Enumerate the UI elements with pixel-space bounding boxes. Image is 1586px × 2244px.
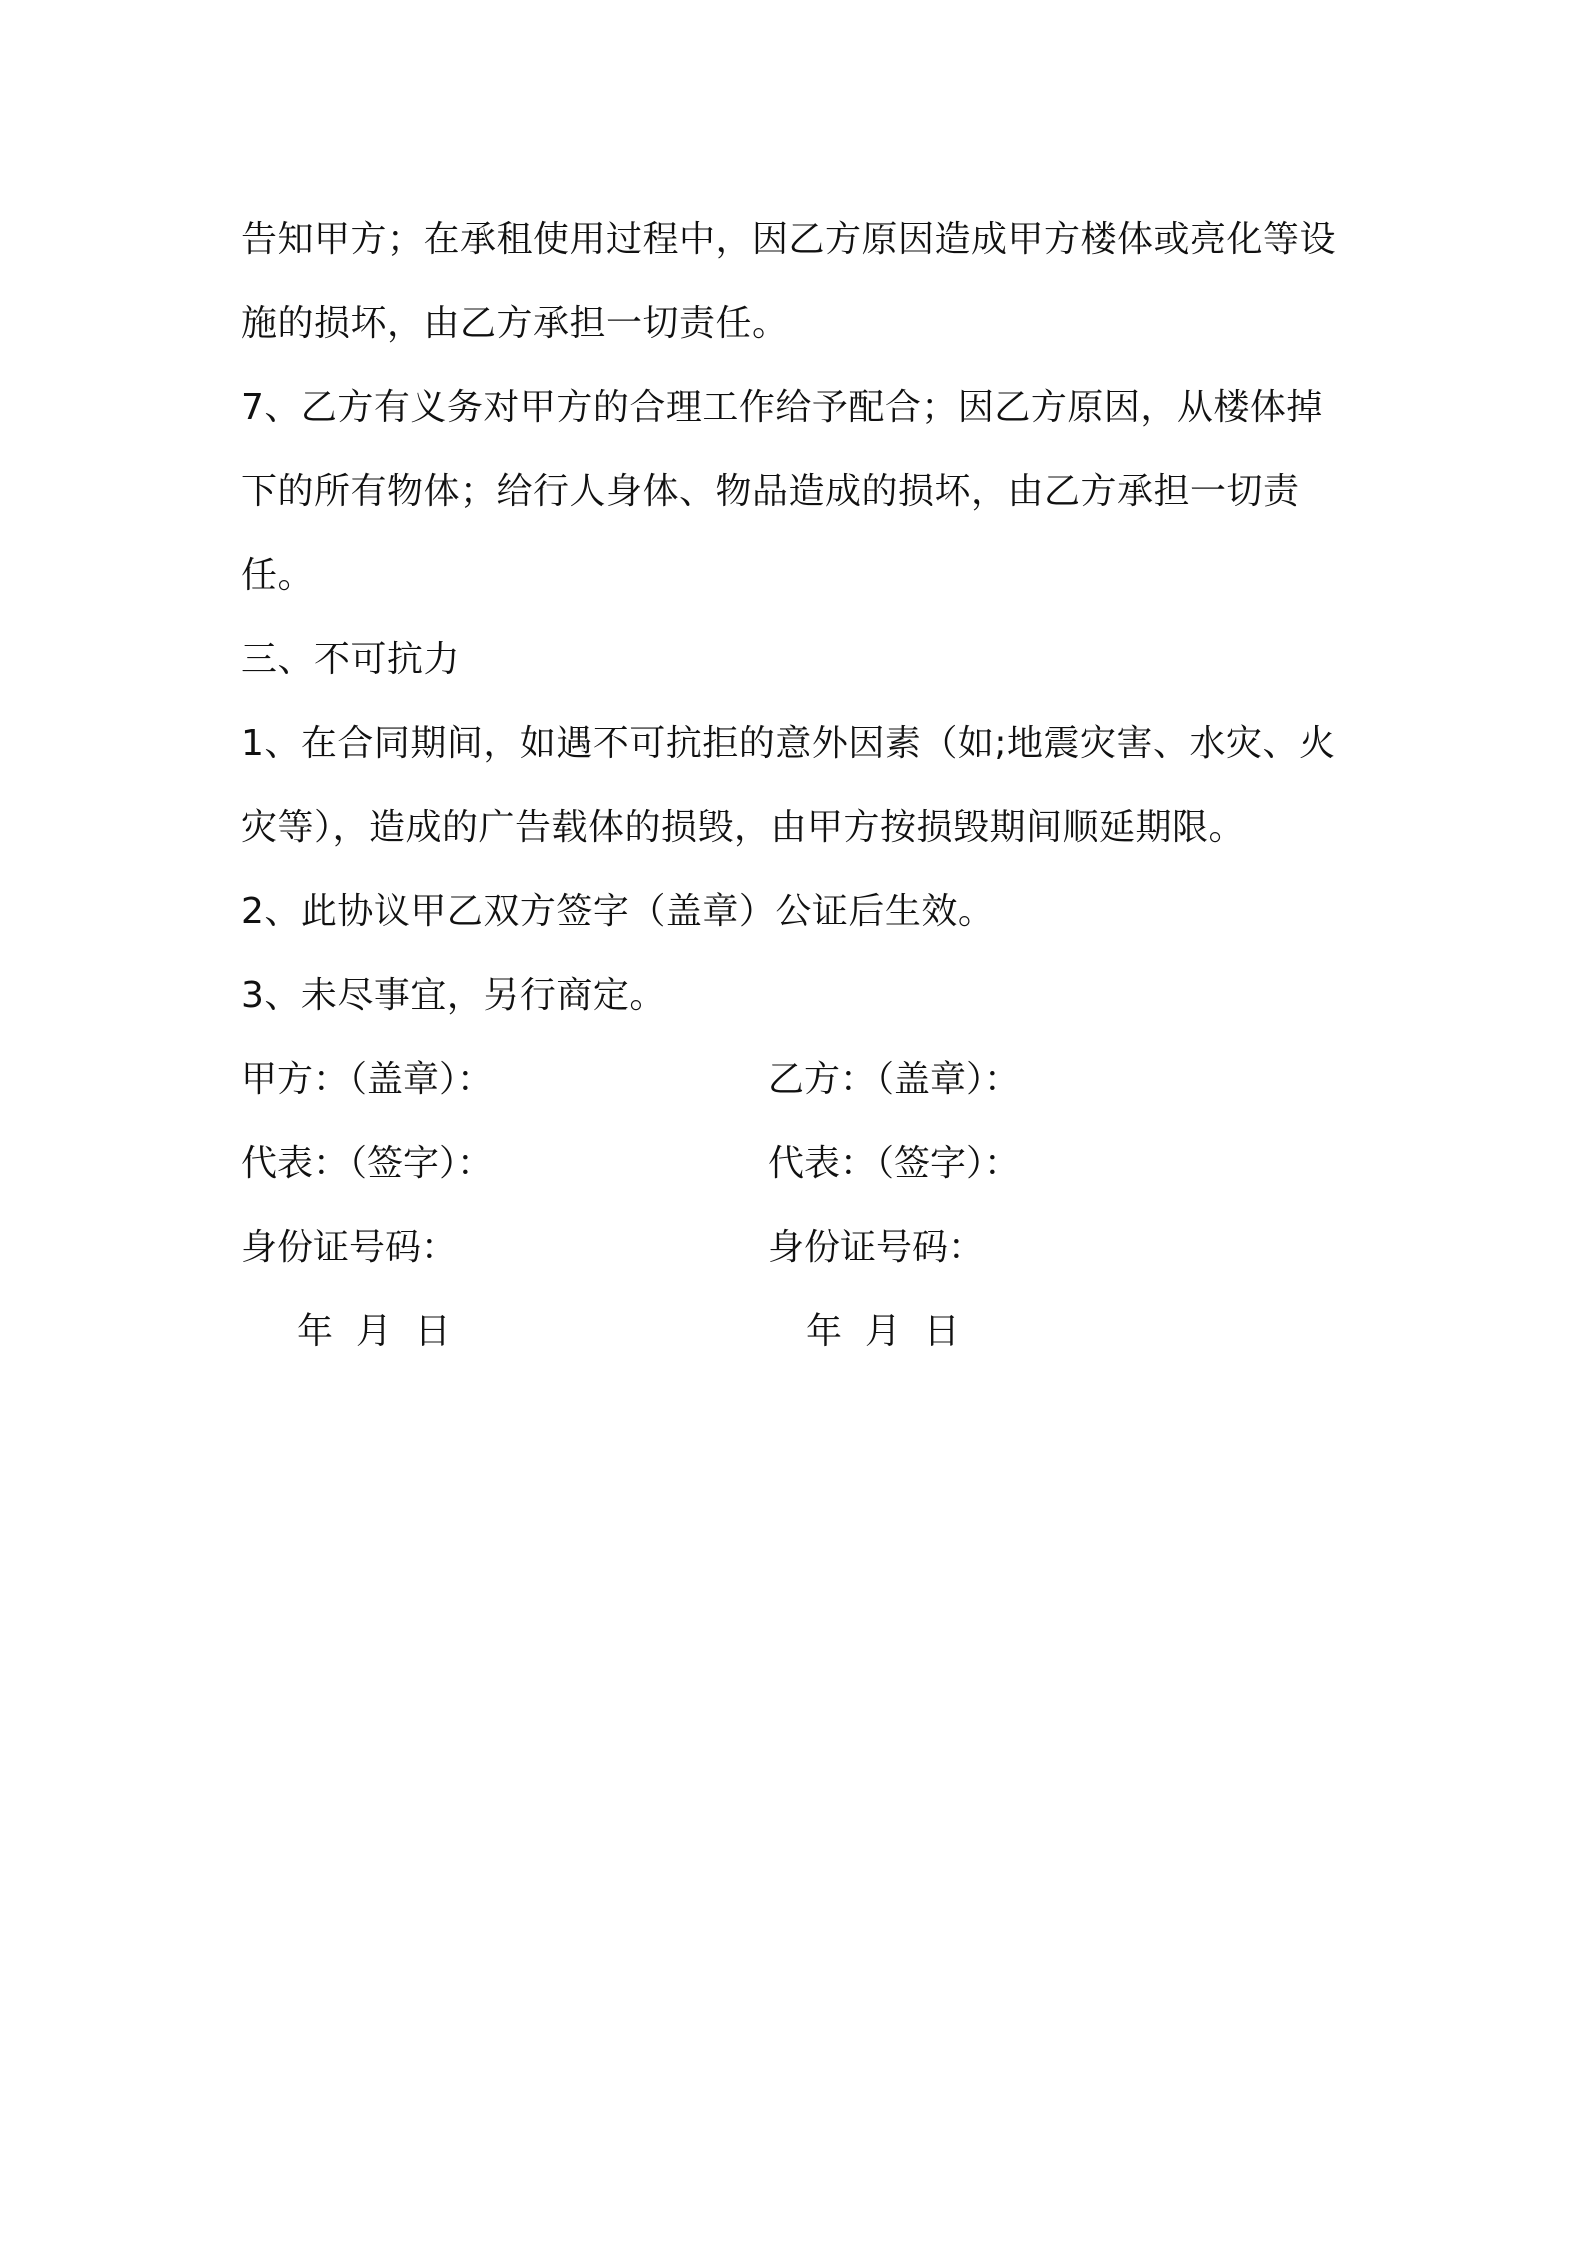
party-b-rep-label: 代表：（签字）： [768,1143,1021,1184]
signature-row-id [241,1206,1351,1290]
signature-row-representative [241,1122,1351,1206]
signature-row-date [241,1290,1351,1374]
party-a-rep-label: 代表：（签字）： [241,1143,494,1184]
party-b-seal-label: 乙方：（盖章）： [768,1059,1021,1100]
party-a-seal-label: 甲方：（盖章）： [241,1059,494,1100]
clause-paragraph-effective: 2、此协议甲乙双方签字（盖章）公证后生效。 [241,891,995,932]
clause-paragraph-cooperation: 7、乙方有义务对甲方的合理工作给予配合；因乙方原因，从楼体掉下的所有物体；给行人身体、物品造成的损坏，由乙方承担一切责任。 [241,387,1323,596]
signature-row-seal [241,1038,1351,1122]
clause-paragraph-other-matters: 3、未尽事宜，另行商定。 [241,975,666,1016]
section-heading-force-majeure: 三、不可抗力 [241,639,461,680]
party-a-id-label: 身份证号码： [241,1227,458,1268]
document-body [241,198,1351,1374]
party-b-id-label: 身份证号码： [768,1227,985,1268]
clause-paragraph-responsibility: 告知甲方；在承租使用过程中，因乙方原因造成甲方楼体或亮化等设施的损坏，由乙方承担一切责任。 [241,219,1337,344]
party-a-date: 年 月 日 [297,1311,451,1352]
clause-paragraph-force-majeure: 1、在合同期间，如遇不可抗拒的意外因素（如;地震灾害、水灾、火灾等），造成的广告载体的损毁，由甲方按损毁期间顺延期限。 [241,723,1336,848]
party-b-date: 年 月 日 [806,1311,960,1352]
